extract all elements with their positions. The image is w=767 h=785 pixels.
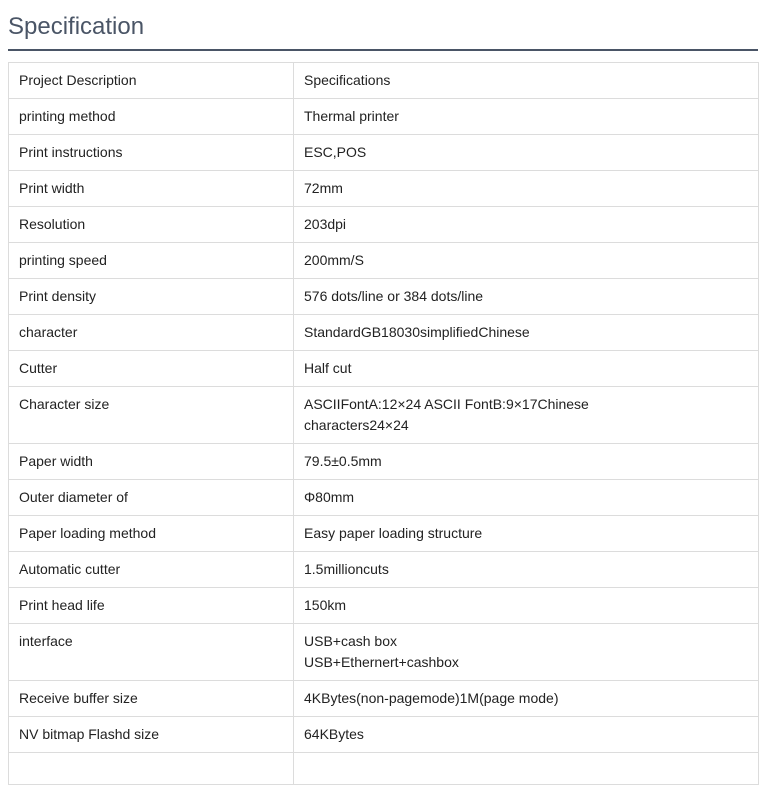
table-row xyxy=(9,552,759,588)
table-row xyxy=(9,99,759,135)
table-header-row xyxy=(9,63,759,99)
spec-label-cell: Paper width xyxy=(9,444,294,480)
spec-label-cell: interface xyxy=(9,624,294,681)
spec-label-cell: printing method xyxy=(9,99,294,135)
spec-label-cell: Print instructions xyxy=(9,135,294,171)
spec-value-cell: StandardGB18030simplifiedChinese xyxy=(294,315,759,351)
table-row xyxy=(9,135,759,171)
table-row xyxy=(9,516,759,552)
spec-label-cell: Paper loading method xyxy=(9,516,294,552)
table-row xyxy=(9,351,759,387)
spec-value-cell: 576 dots/line or 384 dots/line xyxy=(294,279,759,315)
spec-label-cell: Automatic cutter xyxy=(9,552,294,588)
spec-label-cell: Print density xyxy=(9,279,294,315)
table-row xyxy=(9,717,759,753)
table-row xyxy=(9,681,759,717)
spec-label-cell: Resolution xyxy=(9,207,294,243)
header-label-cell: Project Description xyxy=(9,63,294,99)
table-row xyxy=(9,480,759,516)
spec-label-cell: Outer diameter of xyxy=(9,480,294,516)
header-value-cell: Specifications xyxy=(294,63,759,99)
specification-table xyxy=(8,62,759,785)
spec-value-cell xyxy=(294,753,759,785)
spec-value-cell: 4KBytes(non-pagemode)1M(page mode) xyxy=(294,681,759,717)
table-row xyxy=(9,243,759,279)
table-row xyxy=(9,624,759,681)
spec-value-cell: Thermal printer xyxy=(294,99,759,135)
table-row xyxy=(9,588,759,624)
spec-label-cell: printing speed xyxy=(9,243,294,279)
section-title: Specification xyxy=(8,13,145,40)
table-row xyxy=(9,444,759,480)
spec-label-cell: Receive buffer size xyxy=(9,681,294,717)
spec-label-cell: Character size xyxy=(9,387,294,444)
spec-label-cell: Print width xyxy=(9,171,294,207)
spec-value-cell: ESC,POS xyxy=(294,135,759,171)
table-row xyxy=(9,279,759,315)
spec-value-cell: Easy paper loading structure xyxy=(294,516,759,552)
spec-value-cell: 203dpi xyxy=(294,207,759,243)
table-row xyxy=(9,171,759,207)
spec-label-cell: character xyxy=(9,315,294,351)
spec-label-cell: NV bitmap Flashd size xyxy=(9,717,294,753)
spec-label-cell xyxy=(9,753,294,785)
table-row xyxy=(9,315,759,351)
spec-value-cell: 72mm xyxy=(294,171,759,207)
title-divider xyxy=(8,49,758,51)
spec-value-cell: 64KBytes xyxy=(294,717,759,753)
spec-value-cell: ASCIIFontA:12×24 ASCII FontB:9×17Chinese characters24×24 xyxy=(294,387,759,444)
spec-value-cell: 1.5millioncuts xyxy=(294,552,759,588)
spec-label-cell: Print head life xyxy=(9,588,294,624)
spec-value-cell: 200mm/S xyxy=(294,243,759,279)
table-row xyxy=(9,207,759,243)
spec-value-cell: USB+cash box USB+Ethernert+cashbox xyxy=(294,624,759,681)
spec-value-cell: 79.5±0.5mm xyxy=(294,444,759,480)
spec-value-cell: Half cut xyxy=(294,351,759,387)
table-row xyxy=(9,387,759,444)
spec-value-cell: Φ80mm xyxy=(294,480,759,516)
table-row xyxy=(9,753,759,785)
spec-value-cell: 150km xyxy=(294,588,759,624)
spec-label-cell: Cutter xyxy=(9,351,294,387)
